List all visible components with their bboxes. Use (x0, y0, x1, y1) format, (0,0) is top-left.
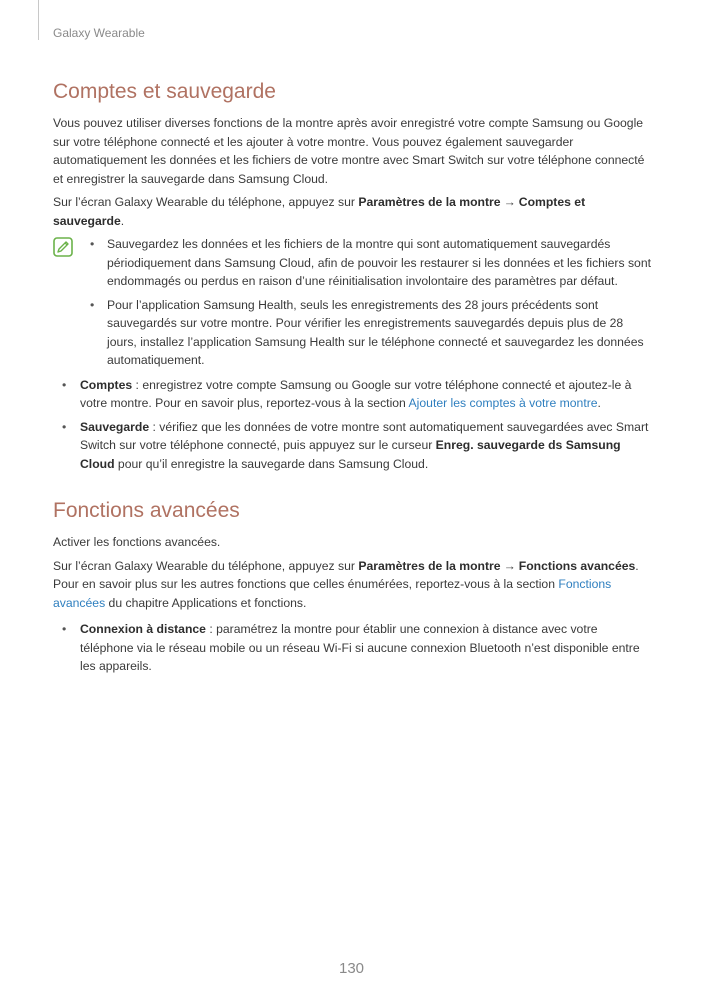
note-block (53, 235, 651, 370)
section-title-fonctions: Fonctions avancées (53, 499, 240, 522)
section-title-comptes: Comptes et sauvegarde (53, 80, 276, 103)
bullet-list (53, 620, 651, 676)
list-item-sauvegarde (53, 418, 651, 474)
section-intro: Activer les fonctions avancées. (53, 535, 221, 549)
page-number: 130 (338, 960, 365, 977)
path-item: Comptes et sauvegarde (53, 195, 586, 228)
section-intro: Vous pouvez utiliser diverses fonctions de la montre après avoir enregistré votre compte Samsung ou Google sur votre téléphone connecté et les ajouter à votre montre. Vous pouvez également sauvegarder automatiquement les données et les fichiers de votre montre avec Smart Switch sur votre téléphone connecté et enregistrer la sauvegarde dans Samsung Cloud. (53, 116, 645, 186)
arrow-right-icon: → (503, 195, 516, 209)
more-info-suffix: du chapitre Applications et fonctions. (105, 595, 307, 610)
description: : vérifiez que les données de votre montre sont automatiquement sauvegardées avec Smart Switch sur votre téléphone connecté, puis appuyez sur le curseur (80, 419, 649, 452)
term: Sauvegarde (80, 419, 150, 434)
path-item: Fonctions avancées (518, 558, 636, 573)
note-item: • Sauvegardez les données et les fichiers de la montre qui sont automatiquement sauvegardés périodiquement dans Samsung Cloud, afin de pouvoir les restaurer si les données et les fichiers sont endommagés ou perdus en raison d’une réinitialisation involontaire des paramètres par défaut. (80, 235, 651, 291)
path-prefix: Sur l’écran Galaxy Wearable du téléphone, appuyez sur (53, 558, 359, 573)
navigation-path (53, 193, 651, 230)
header-divider (38, 0, 39, 40)
header-title: Galaxy Wearable (53, 26, 145, 40)
list-item-connexion (53, 620, 651, 676)
path-suffix: . (120, 213, 125, 228)
list-item-comptes (53, 376, 651, 413)
bullet-list (53, 376, 651, 474)
term: Connexion à distance (80, 622, 206, 636)
more-info-prefix: Pour en savoir plus sur les autres fonctions que celles énumérées, reportez-vous à la section (53, 577, 559, 591)
path-item: Paramètres de la montre (358, 195, 501, 209)
setting-name: Enreg. sauvegarde ds Samsung Cloud (80, 438, 621, 471)
page-content (53, 80, 651, 681)
note-icon (53, 237, 73, 257)
description: : enregistrez votre compte Samsung ou Google sur votre téléphone connecté et ajoutez-le à votre montre. Pour en savoir plus, reportez-vous à la section (80, 377, 632, 410)
description: : paramétrez la montre pour établir une connexion à distance avec votre téléphone via le réseau mobile ou un réseau Wi-Fi si aucune connexion Bluetooth n’est disponible entre les appareils. (80, 622, 640, 673)
term: Comptes (80, 377, 133, 392)
link-ajouter-comptes[interactable]: Ajouter les comptes à votre montre (408, 396, 598, 410)
navigation-path (53, 557, 651, 613)
note-item: • Pour l’application Samsung Health, seuls les enregistrements des 28 jours précédents sont sauvegardés sur votre montre. Pour vérifier les enregistrements sauvegardés depuis plus de 28 jours, installez l’application Samsung Health sur le téléphone connecté et sauvegardez les données automatiquement. (80, 296, 651, 370)
description-end: pour qu’il enregistre la sauvegarde dans Samsung Cloud. (114, 456, 429, 471)
path-suffix: . (635, 558, 639, 573)
path-item: Paramètres de la montre (358, 558, 501, 573)
path-prefix: Sur l’écran Galaxy Wearable du téléphone, appuyez sur (53, 195, 359, 209)
arrow-right-icon: → (503, 558, 516, 573)
link-fonctions-avancees[interactable]: Fonctions avancées (53, 577, 612, 610)
punctuation: . (597, 396, 601, 410)
